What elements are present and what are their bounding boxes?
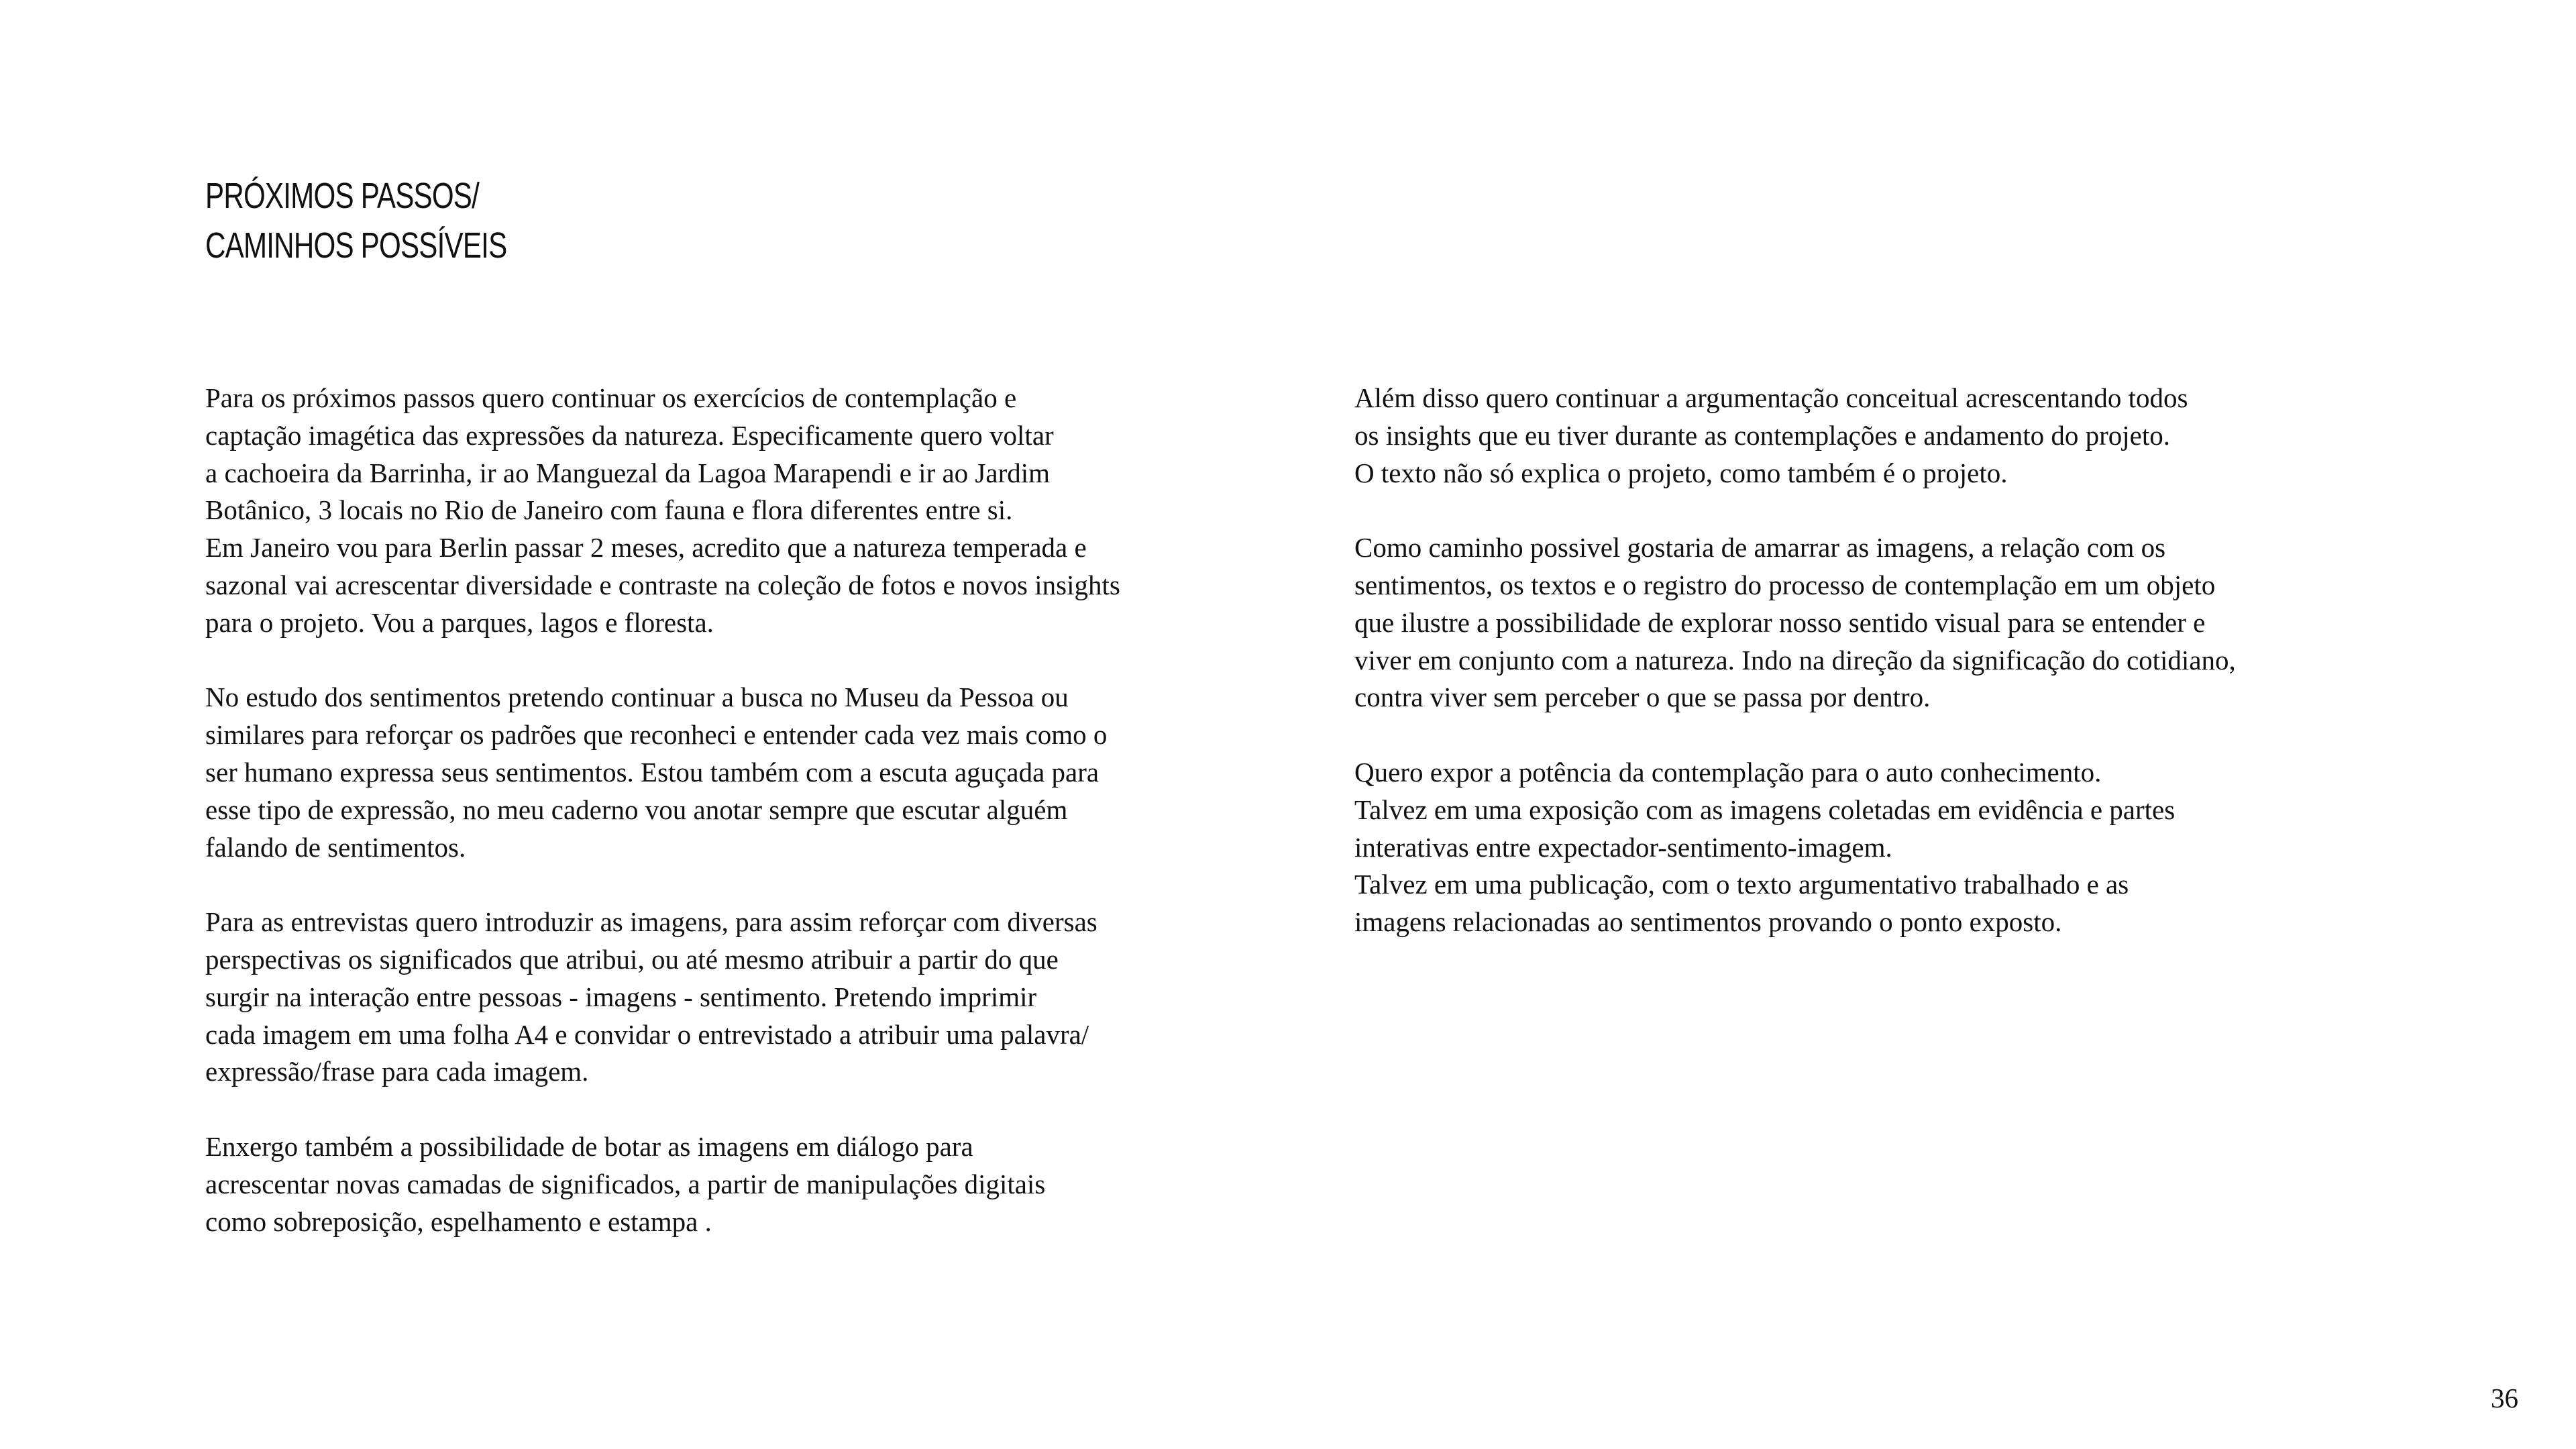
text-line: falando de sentimentos. [205, 831, 466, 863]
text-line: que ilustre a possibilidade de explorar nosso sentido visual para se entender e [1354, 606, 2206, 638]
page-title [205, 171, 506, 270]
text-line: Além disso quero continuar a argumentação conceitual acrescentando todos [1354, 382, 2188, 413]
text-line: interativas entre expectador-sentimento-imagem. [1354, 831, 1892, 863]
text-line: contra viver sem perceber o que se passa por dentro. [1354, 682, 1931, 713]
text-line: Enxergo também a possibilidade de botar as imagens em diálogo para [205, 1130, 973, 1162]
text-line: cada imagem em uma folha A4 e convidar o entrevistado a atribuir uma palavra/ [205, 1018, 1089, 1050]
text-line: O texto não só explica o projeto, como também é o projeto. [1354, 457, 2008, 488]
text-line: similares para reforçar os padrões que reconheci e entender cada vez mais como o [205, 719, 1108, 751]
text-line: acrescentar novas camadas de significados, a partir de manipulações digitais [205, 1168, 1046, 1199]
text-line: esse tipo de expressão, no meu caderno vou anotar sempre que escutar alguém [205, 794, 1068, 825]
text-line: imagens relacionadas ao sentimentos provando o ponto exposto. [1354, 906, 2062, 938]
text-line: Talvez em uma publicação, com o texto argumentativo trabalhado e as [1354, 869, 2129, 900]
paragraph-possible-path [1354, 529, 2334, 716]
text-line: sazonal vai acrescentar diversidade e contraste na coleção de fotos e novos insights [205, 569, 1120, 600]
text-line: Para os próximos passos quero continuar os exercícios de contemplação e [205, 382, 1017, 413]
paragraph-next-steps [205, 380, 1185, 642]
text-line: a cachoeira da Barrinha, ir ao Manguezal da Lagoa Marapendi e ir ao Jardim [205, 457, 1051, 488]
text-line: Talvez em uma exposição com as imagens coletadas em evidência e partes [1354, 794, 2176, 825]
text-line: Em Janeiro vou para Berlin passar 2 meses, acredito que a natureza temperada e [205, 532, 1087, 564]
text-line: Botânico, 3 locais no Rio de Janeiro com fauna e flora diferentes entre si. [205, 494, 1013, 526]
text-line: os insights que eu tiver durante as contemplações e andamento do projeto. [1354, 419, 2170, 451]
text-line: No estudo dos sentimentos pretendo continuar a busca no Museu da Pessoa ou [205, 682, 1069, 713]
left-text-column [205, 380, 1185, 1278]
right-text-column [1354, 380, 2334, 979]
paragraph-exhibition [1354, 754, 2334, 941]
text-line: viver em conjunto com a natureza. Indo na direção da significação do cotidiano, [1354, 644, 2236, 676]
text-line: perspectivas os significados que atribui, ou até mesmo atribuir a partir do que [205, 943, 1059, 975]
text-line: expressão/frase para cada imagem. [205, 1056, 589, 1087]
text-line: Quero expor a potência da contemplação para o auto conhecimento. [1354, 756, 2102, 788]
paragraph-feelings-study [205, 679, 1185, 866]
text-line: Para as entrevistas quero introduzir as imagens, para assim reforçar com diversas [205, 906, 1097, 938]
text-line: surgir na interação entre pessoas - imagens - sentimento. Pretendo imprimir [205, 981, 1037, 1012]
text-line: captação imagética das expressões da natureza. Especificamente quero voltar [205, 419, 1054, 451]
title-line: CAMINHOS POSSÍVEIS [205, 225, 507, 266]
title-line: PRÓXIMOS PASSOS/ [205, 176, 480, 216]
text-line: sentimentos, os textos e o registro do processo de contemplação em um objeto [1354, 569, 2216, 600]
text-line: Como caminho possivel gostaria de amarrar as imagens, a relação com os [1354, 532, 2166, 564]
paragraph-image-dialogue [205, 1128, 1185, 1240]
text-line: para o projeto. Vou a parques, lagos e floresta. [205, 606, 714, 638]
paragraph-conceptual-argument [1354, 380, 2334, 492]
paragraph-interviews [205, 904, 1185, 1091]
page-number: 36 [2491, 1383, 2518, 1413]
text-line: como sobreposição, espelhamento e estampa . [205, 1205, 712, 1237]
text-line: ser humano expressa seus sentimentos. Estou também com a escuta aguçada para [205, 756, 1099, 788]
